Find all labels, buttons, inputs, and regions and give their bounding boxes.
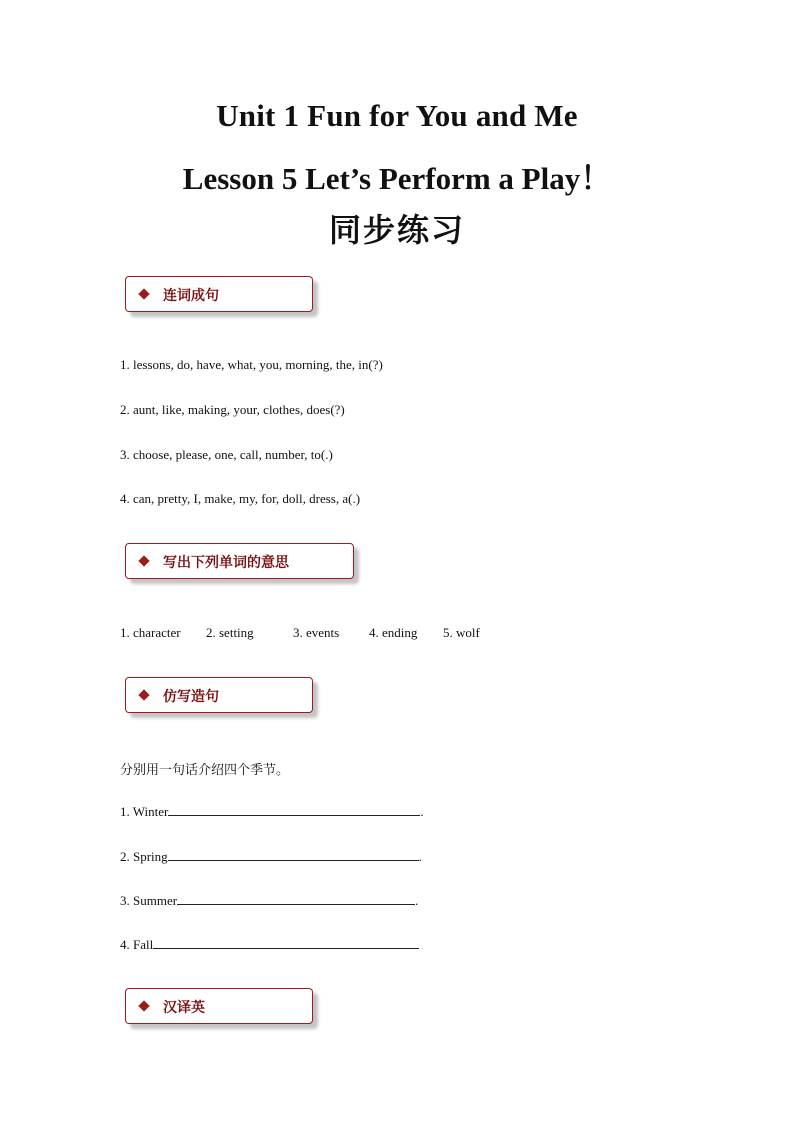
word-item: 3. events <box>293 625 340 640</box>
diamond-bullet-icon <box>138 288 149 299</box>
fill-in-line <box>120 892 418 909</box>
section-header-word-meanings <box>125 543 354 579</box>
section-header-connect-words <box>125 276 313 312</box>
section-label: 连词成句 <box>163 288 219 304</box>
word-item: 4. ending <box>369 625 418 640</box>
section-label: 仿写造句 <box>163 689 219 705</box>
document-title-unit: Unit 1 Fun for You and Me <box>216 98 578 133</box>
document-title-practice: 同步练习 <box>328 211 465 249</box>
line-end: . <box>420 804 424 819</box>
diamond-bullet-icon <box>138 1000 149 1011</box>
document-title-lesson: Lesson 5 Let’s Perform a Play！ <box>182 161 612 196</box>
word-item: 5. wolf <box>443 625 480 640</box>
section-header-translate <box>125 988 313 1024</box>
diamond-bullet-icon <box>138 689 149 700</box>
line-end: . <box>418 849 422 864</box>
diamond-bullet-icon <box>138 555 149 566</box>
line-prefix: 2. Spring <box>120 849 168 864</box>
line-prefix: 1. Winter <box>120 804 169 819</box>
answer-blank[interactable] <box>168 803 420 816</box>
fill-in-line <box>120 848 422 865</box>
exercise-item: 4. can, pretty, I, make, my, for, doll, dress, a(.) <box>120 491 361 506</box>
fill-in-line <box>120 803 424 820</box>
fill-in-line <box>120 936 419 953</box>
section-label: 写出下列单词的意思 <box>163 555 289 571</box>
answer-blank[interactable] <box>168 848 419 861</box>
line-end: . <box>415 893 419 908</box>
line-prefix: 3. Summer <box>120 893 178 908</box>
word-list <box>0 625 794 643</box>
line-prefix: 4. Fall <box>120 937 154 952</box>
word-item: 2. setting <box>206 625 254 640</box>
instruction-text: 分别用一句话介绍四个季节。 <box>120 763 290 778</box>
answer-blank[interactable] <box>177 892 415 905</box>
section-header-imitate-sentences <box>125 677 313 713</box>
section-label: 汉译英 <box>163 1000 205 1016</box>
answer-blank[interactable] <box>153 936 419 949</box>
word-item: 1. character <box>120 625 181 640</box>
exercise-item: 1. lessons, do, have, what, you, morning, the, in(?) <box>120 357 383 372</box>
exercise-item: 2. aunt, like, making, your, clothes, does(?) <box>120 402 345 417</box>
exercise-item: 3. choose, please, one, call, number, to(.) <box>120 447 333 462</box>
